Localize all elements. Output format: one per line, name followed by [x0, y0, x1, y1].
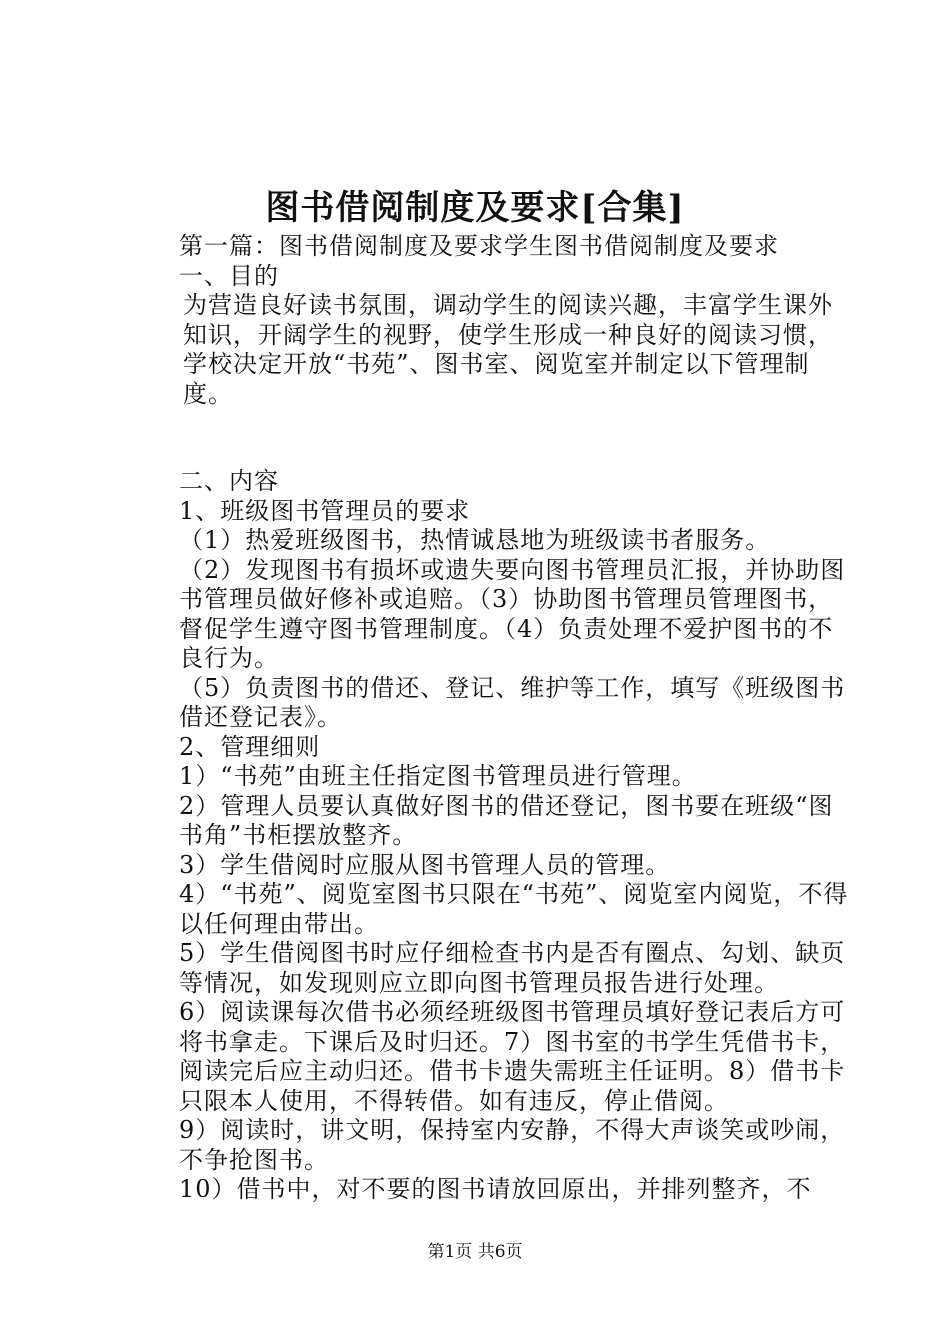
heading-purpose: 一、目的 — [179, 261, 279, 290]
page-number-footer: 第1页 共6页 — [427, 1242, 523, 1262]
list-item-requirement-2-4: （2）发现图书有损坏或遗失要向图书管理员汇报，并协助图书管理员做好修补或追赔。（3）协助图书管理员管理图书，督促学生遵守图书管理制度。（4）负责处理不爱护图书的不良行为。 — [179, 555, 846, 672]
paragraph-spacer — [131, 409, 851, 467]
rule-item-3: 3）学生借阅时应服从图书管理人员的管理。 — [179, 850, 671, 879]
subheading-management-rules: 2、管理细则 — [179, 732, 321, 761]
rule-item-4: 4）“书苑”、阅览室图书只限在“书苑”、阅览室内阅览，不得以任何理由带出。 — [179, 880, 849, 938]
list-item-requirement-5: （5）负责图书的借还、登记、维护等工作，填写《班级图书借还登记表》。 — [179, 673, 846, 731]
rule-item-6-8: 6）阅读课每次借书必须经班级图书管理员填好登记表后方可将书拿走。下课后及时归还。7）图书室的书学生凭借书卡，阅读完后应主动归还。借书卡遗失需班主任证明。8）借书卡只限本人使用，不得转借。如有违反，停止借阅。 — [179, 998, 846, 1115]
list-item-requirement-1: （1）热爱班级图书，热情诚恳地为班级读书者服务。 — [179, 526, 771, 554]
subheading-librarian-requirements: 1、班级图书管理员的要求 — [179, 496, 471, 525]
rule-item-1: 1）“书苑”由班主任指定图书管理员进行管理。 — [179, 762, 697, 790]
rule-item-9: 9）阅读时，讲文明，保持室内安静，不得大声谈笑或吵闹，不争抢图书。 — [179, 1116, 846, 1174]
document-body — [131, 232, 851, 1205]
document-title: 图书借阅制度及要求[合集] — [265, 188, 685, 228]
section-heading-part-one: 第一篇：图书借阅制度及要求学生图书借阅制度及要求 — [179, 232, 779, 260]
heading-content: 二、内容 — [179, 467, 279, 495]
paragraph-purpose: 为营造良好读书氛围，调动学生的阅读兴趣，丰富学生课外知识，开阔学生的视野，使学生形成一种良好的阅读习惯，学校决定开放“书苑”、图书室、阅览室并制定以下管理制度。 — [183, 291, 833, 408]
rule-item-2: 2）管理人员要认真做好图书的借还登记，图书要在班级“图书角”书柜摆放整齐。 — [179, 791, 834, 849]
rule-item-10: 10）借书中，对不要的图书请放回原出，并排列整齐，不 — [179, 1175, 812, 1203]
rule-item-5: 5）学生借阅图书时应仔细检查书内是否有圈点、勾划、缺页等情况，如发现则应立即向图书管理员报告进行处理。 — [179, 939, 846, 997]
